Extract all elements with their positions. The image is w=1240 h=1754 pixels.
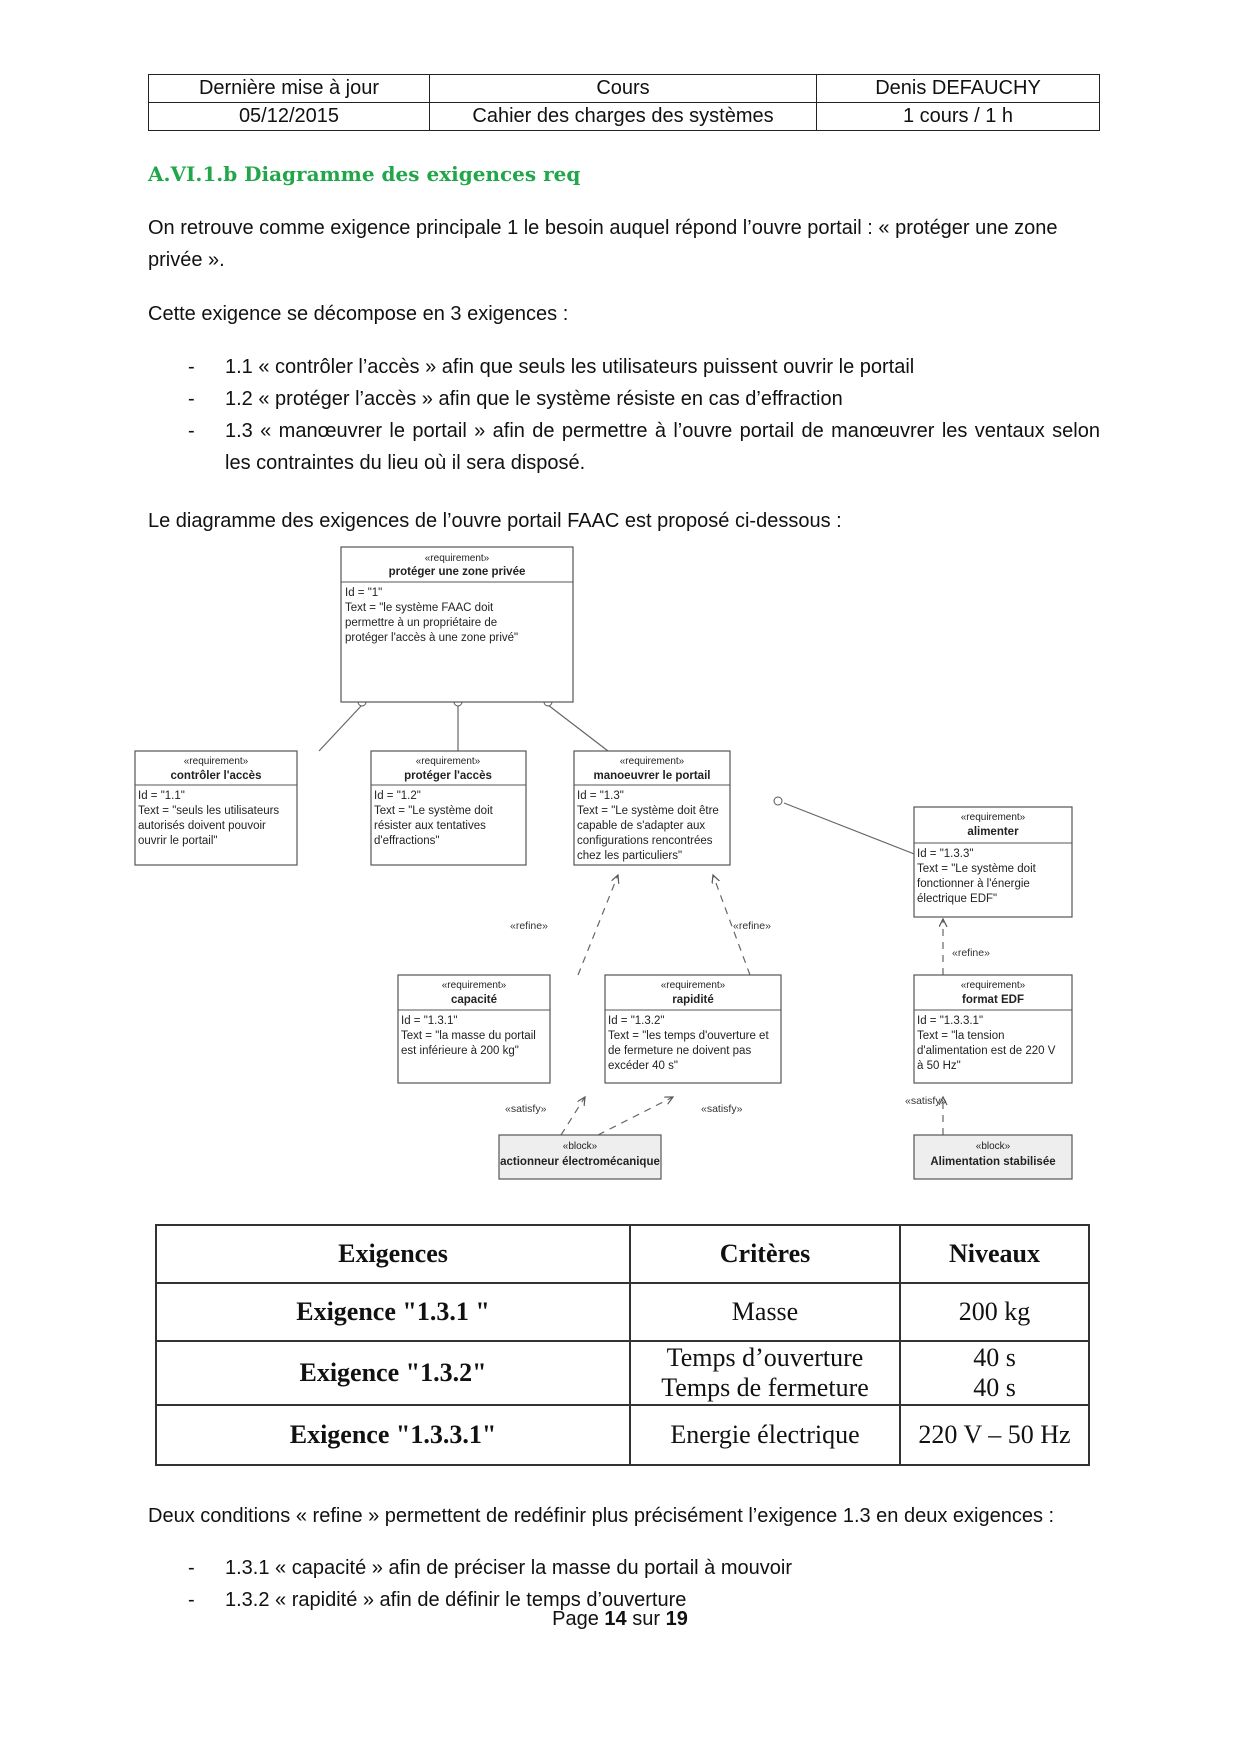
requirement-line: Text = "le système FAAC doit — [345, 602, 494, 614]
refine-arrow — [578, 875, 618, 975]
requirement-line: ouvrir le portail" — [138, 835, 218, 847]
containment-line — [784, 803, 922, 857]
requirement-box-1-1 — [135, 751, 297, 865]
requirement-line: Id = "1.3.2" — [608, 1015, 665, 1027]
list-item-text: 1.3 « manœuvrer le portail » afin de permettre à l’ouvre portail de manœuvrer les ventaux selon les contraintes du lieu où il sera disposé. — [225, 420, 1100, 474]
table-cell: 220 V – 50 Hz — [900, 1405, 1089, 1465]
block-actionneur — [499, 1135, 661, 1179]
footer-mid: sur — [632, 1608, 661, 1630]
header-cell: Dernière mise à jour — [149, 75, 430, 103]
requirement-box-1-3-1 — [398, 975, 550, 1083]
list-item — [148, 415, 1100, 479]
header-table — [148, 74, 1100, 131]
table-cell: Exigence "1.3.2" — [156, 1341, 630, 1405]
requirement-line: d'alimentation est de 220 V — [917, 1045, 1056, 1057]
footer-prefix: Page — [552, 1608, 599, 1630]
requirement-name: format EDF — [962, 994, 1024, 1006]
requirement-line: Id = "1.2" — [374, 790, 421, 802]
requirement-box-1-3-3 — [914, 807, 1072, 917]
list-item-text: 1.2 « protéger l’accès » afin que le système résiste en cas d’effraction — [225, 388, 843, 410]
satisfy-label: «satisfy» — [701, 1103, 743, 1115]
table-cell: Exigence "1.3.3.1" — [156, 1405, 630, 1465]
stereotype: «requirement» — [660, 980, 726, 991]
table-cell: Exigence "1.3.1 " — [156, 1283, 630, 1341]
requirement-line: électrique EDF" — [917, 893, 998, 905]
requirement-line: Id = "1.3.3.1" — [917, 1015, 984, 1027]
page-total: 19 — [665, 1608, 688, 1630]
block-alimentation — [914, 1135, 1072, 1179]
list-item — [148, 383, 1100, 415]
page-number: 14 — [604, 1608, 627, 1630]
satisfy-label: «satisfy» — [905, 1095, 947, 1107]
requirement-line: configurations rencontrées — [577, 835, 713, 847]
table-cell: Masse — [630, 1283, 900, 1341]
satisfy-label: «satisfy» — [505, 1103, 547, 1115]
table-cell — [900, 1341, 1089, 1405]
requirement-box-1-3-3-1 — [914, 975, 1072, 1083]
requirement-line: permettre à un propriétaire de — [345, 617, 498, 629]
stereotype: «requirement» — [441, 980, 507, 991]
header-cell: Denis DEFAUCHY — [817, 75, 1100, 103]
requirement-name: contrôler l'accès — [170, 770, 262, 782]
requirement-diagram — [138, 553, 1100, 1185]
header-cell: 1 cours / 1 h — [817, 103, 1100, 131]
requirement-line: autorisés doivent pouvoir — [138, 820, 266, 832]
stereotype: «requirement» — [183, 756, 249, 767]
table-row — [156, 1283, 1089, 1341]
requirement-list — [148, 351, 1100, 479]
requirement-line: chez les particuliers" — [577, 850, 683, 862]
list-item-text: 1.3.1 « capacité » afin de préciser la masse du portail à mouvoir — [225, 1557, 792, 1579]
requirement-line: de fermeture ne doivent pas — [608, 1045, 752, 1057]
list-item — [148, 351, 1100, 383]
stereotype: «block» — [562, 1141, 598, 1152]
requirement-line: est inférieure à 200 kg" — [401, 1045, 519, 1057]
requirement-line: capable de s'adapter aux — [577, 820, 706, 832]
containment-line — [319, 705, 362, 751]
table-cell: 200 kg — [900, 1283, 1089, 1341]
requirement-box-1-3 — [574, 751, 730, 865]
table-row — [156, 1341, 1089, 1405]
requirement-line: d'effractions" — [374, 835, 440, 847]
header-cell: Cahier des charges des systèmes — [430, 103, 817, 131]
requirement-line: Id = "1" — [345, 587, 383, 599]
satisfy-arrow — [561, 1097, 585, 1135]
satisfy-arrow — [598, 1097, 673, 1135]
containment-line — [548, 705, 608, 751]
requirement-line: Text = "seuls les utilisateurs — [138, 805, 280, 817]
requirement-name: capacité — [450, 994, 498, 1006]
stereotype: «block» — [975, 1141, 1011, 1152]
requirement-line: Id = "1.3.3" — [917, 848, 974, 860]
criteria-table — [155, 1224, 1090, 1466]
containment-circle — [774, 797, 782, 805]
diagram-svg — [138, 553, 1100, 1185]
requirement-line: Id = "1.3.1" — [401, 1015, 458, 1027]
stereotype: «requirement» — [960, 980, 1026, 991]
requirement-box-1-2 — [371, 751, 526, 865]
requirement-line: à 50 Hz" — [917, 1060, 961, 1072]
table-header: Exigences — [156, 1225, 630, 1283]
requirement-line: fonctionner à l'énergie — [917, 878, 1030, 890]
box-frame — [398, 975, 550, 1083]
cell-line: 40 s — [973, 1373, 1016, 1402]
outro-paragraph: Deux conditions « refine » permettent de redéfinir plus précisément l’exigence 1.3 en deux exigences : — [148, 1505, 1055, 1527]
intro-paragraph: Cette exigence se décompose en 3 exigences : — [148, 303, 569, 325]
refine-label: «refine» — [733, 920, 771, 932]
dash-bullet: - — [188, 356, 195, 378]
requirement-line: excéder 40 s" — [608, 1060, 678, 1072]
requirement-line: Text = "Le système doit être — [577, 805, 719, 817]
list-item-text: 1.1 « contrôler l’accès » afin que seuls les utilisateurs puissent ouvrir le portail — [225, 356, 915, 378]
refine-list — [148, 1552, 1100, 1616]
requirement-box-1-3-2 — [605, 975, 781, 1083]
dash-bullet: - — [188, 388, 195, 410]
requirement-line: protéger l'accès à une zone privé" — [345, 632, 519, 644]
requirement-line: Text = "la tension — [917, 1030, 1005, 1042]
dash-bullet: - — [188, 420, 195, 442]
table-row — [156, 1405, 1089, 1465]
cell-line: 40 s — [973, 1343, 1016, 1372]
list-item-text: 1.3.2 « rapidité » afin de définir le temps d’ouverture — [225, 1589, 687, 1611]
stereotype: «requirement» — [415, 756, 481, 767]
block-name: actionneur électromécanique — [500, 1156, 660, 1168]
cell-line: Temps de fermeture — [661, 1373, 869, 1402]
table-cell — [630, 1341, 900, 1405]
table-header: Niveaux — [900, 1225, 1089, 1283]
section-title: A.VI.1.b Diagramme des exigences req — [148, 162, 581, 186]
requirement-box-1 — [341, 547, 573, 702]
requirement-name: alimenter — [967, 826, 1019, 838]
table-cell: Energie électrique — [630, 1405, 900, 1465]
block-name: Alimentation stabilisée — [930, 1156, 1056, 1168]
requirement-line: Id = "1.3" — [577, 790, 624, 802]
requirement-name: protéger une zone privée — [388, 566, 526, 578]
dash-bullet: - — [188, 1557, 195, 1579]
requirement-line: Text = "Le système doit — [374, 805, 493, 817]
diagram-intro: Le diagramme des exigences de l’ouvre portail FAAC est proposé ci-dessous : — [148, 510, 842, 532]
intro-paragraph: On retrouve comme exigence principale 1 le besoin auquel répond l’ouvre portail : « protéger une zone privée ». — [148, 217, 1058, 271]
header-cell: Cours — [430, 75, 817, 103]
requirement-name: protéger l'accès — [404, 770, 492, 782]
header-cell: 05/12/2015 — [149, 103, 430, 131]
refine-label: «refine» — [952, 947, 990, 959]
requirement-line: Id = "1.1" — [138, 790, 185, 802]
list-item — [148, 1552, 1100, 1584]
refine-label: «refine» — [510, 920, 548, 932]
stereotype: «requirement» — [960, 812, 1026, 823]
requirement-line: Text = "la masse du portail — [401, 1030, 536, 1042]
page-footer — [0, 1608, 1240, 1631]
cell-line: Temps d’ouverture — [666, 1343, 864, 1372]
stereotype: «requirement» — [619, 756, 685, 767]
requirement-line: Text = "les temps d'ouverture et — [608, 1030, 769, 1042]
requirement-line: résister aux tentatives — [374, 820, 486, 832]
table-header: Critères — [630, 1225, 900, 1283]
requirement-line: Text = "Le système doit — [917, 863, 1036, 875]
requirement-name: manoeuvrer le portail — [593, 770, 711, 782]
stereotype: «requirement» — [424, 553, 490, 564]
requirement-name: rapidité — [672, 994, 714, 1006]
dash-bullet: - — [188, 1589, 195, 1611]
